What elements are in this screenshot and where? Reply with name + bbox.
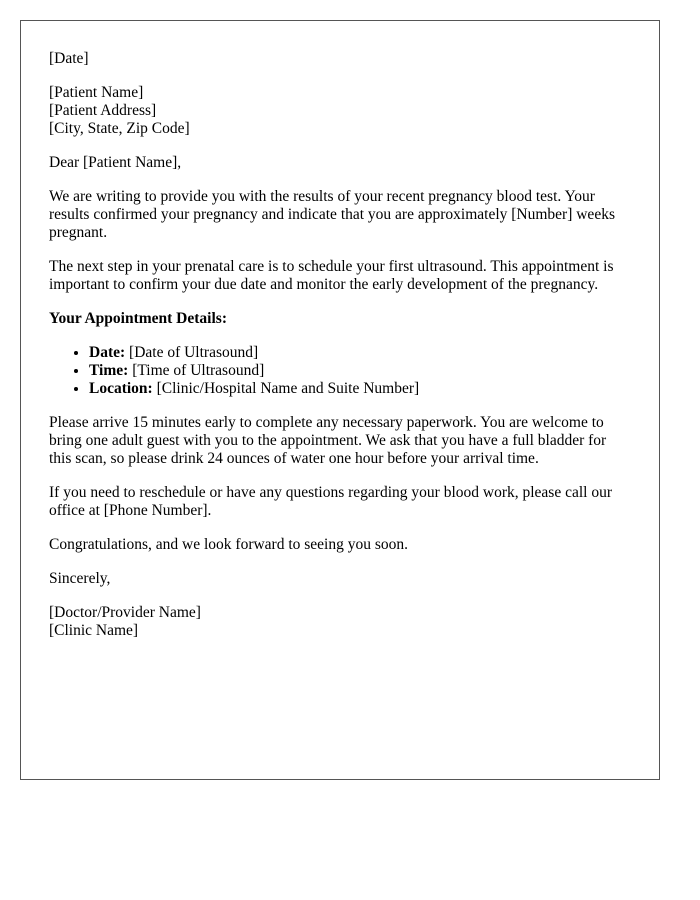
- letter-date: [Date]: [49, 50, 89, 67]
- list-item-date: [89, 344, 631, 362]
- list-item-location: [89, 380, 631, 398]
- closing: Sincerely,: [49, 570, 111, 587]
- signature-clinic: [Clinic Name]: [49, 622, 139, 639]
- detail-value-date: [Date of Ultrasound]: [129, 344, 259, 361]
- congratulations-paragraph: Congratulations, and we look forward to seeing you soon.: [49, 536, 409, 553]
- signature-block: [49, 604, 631, 640]
- list-item-time: [89, 362, 631, 380]
- salutation: Dear [Patient Name],: [49, 154, 182, 171]
- recipient-name: [Patient Name]: [49, 84, 144, 101]
- detail-label-location: Location:: [89, 380, 153, 397]
- detail-value-time: [Time of Ultrasound]: [132, 362, 265, 379]
- recipient-city-state-zip: [City, State, Zip Code]: [49, 120, 190, 137]
- letter-document: [20, 20, 660, 780]
- contact-paragraph: If you need to reschedule or have any questions regarding your blood work, please call our office at [Phone Number].: [49, 484, 612, 519]
- next-step-paragraph: The next step in your prenatal care is to schedule your first ultrasound. This appointment is important to confirm your due date and monitor the early development of the pregnancy.: [49, 258, 614, 293]
- appointment-details-list: [49, 344, 631, 398]
- recipient-address-block: [49, 84, 631, 138]
- appointment-details-heading: Your Appointment Details:: [49, 310, 227, 327]
- detail-label-date: Date:: [89, 344, 126, 361]
- recipient-address: [Patient Address]: [49, 102, 157, 119]
- results-paragraph: We are writing to provide you with the results of your recent pregnancy blood test. Your results confirmed your pregnancy and indicate that you are approximately [Number] weeks pregnant.: [49, 188, 615, 241]
- signature-name: [Doctor/Provider Name]: [49, 604, 201, 621]
- detail-label-time: Time:: [89, 362, 129, 379]
- arrival-instructions-paragraph: Please arrive 15 minutes early to complete any necessary paperwork. You are welcome to bring one adult guest with you to the appointment. We ask that you have a full bladder for this scan, so please drink 24 ounces of water one hour before your arrival time.: [49, 414, 607, 467]
- detail-value-location: [Clinic/Hospital Name and Suite Number]: [156, 380, 420, 397]
